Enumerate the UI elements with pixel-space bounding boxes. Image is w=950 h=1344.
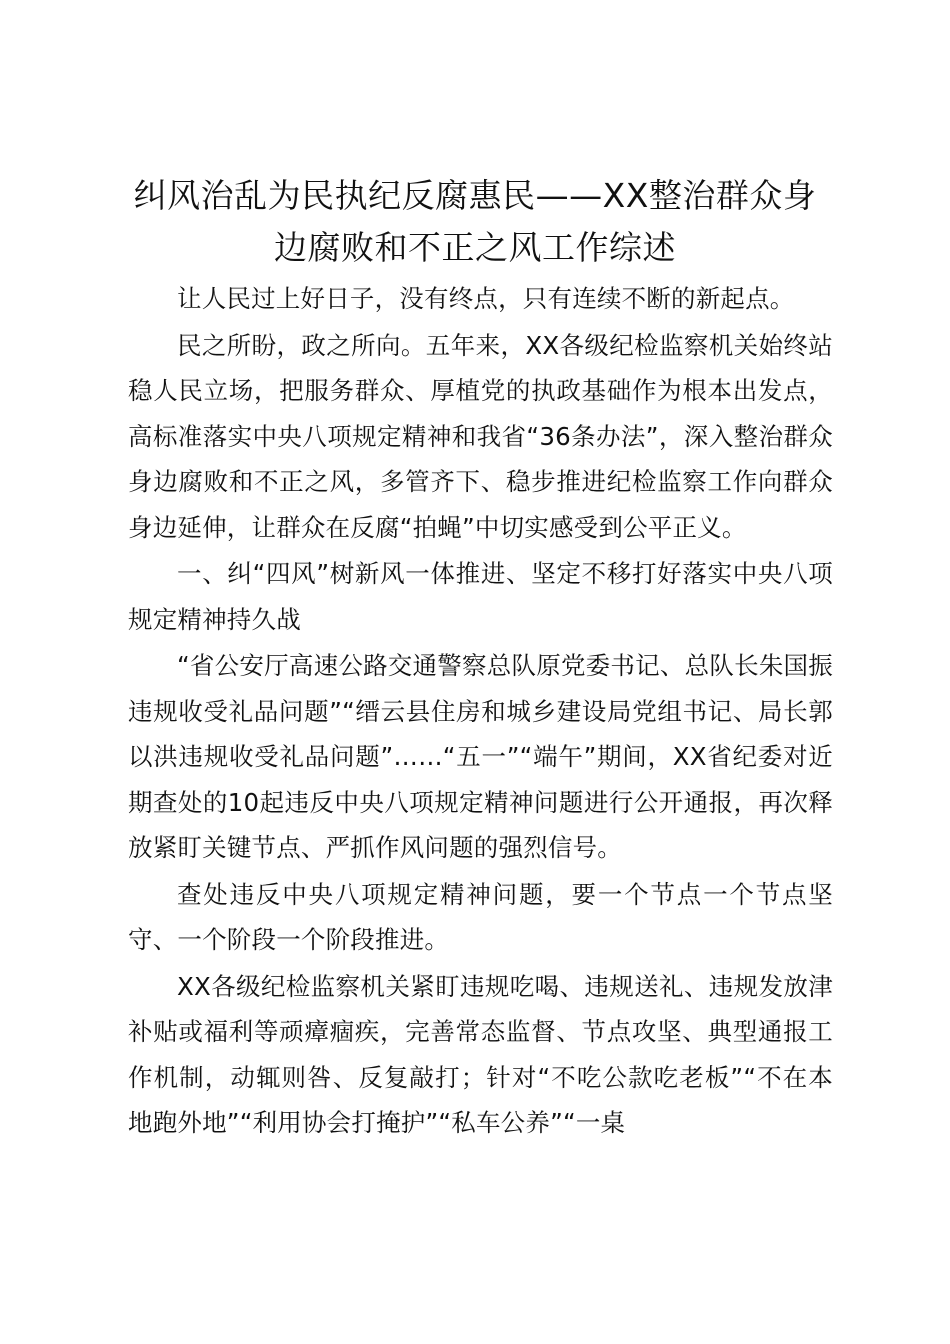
paragraph-intro: 让人民过上好日子，没有终点，只有连续不断的新起点。 xyxy=(177,284,795,313)
paragraph-measures: XX各级纪检监察机关紧盯违规吃喝、违规送礼、违规发放津补贴或福利等顽瘴痼疾，完善常态监督、节点攻坚、典型通报工作机制，动辄则咎、反复敲打；针对“不吃公款吃老板”“不在本地跑外地”“利用协会打掩护”“私车公养”“一桌 xyxy=(128,971,833,1137)
document-title: 纠风治乱为民执纪反腐惠民——XX整治群众身边腐败和不正之风工作综述 xyxy=(133,176,817,267)
paragraph-principle: 查处违反中央八项规定精神问题，要一个节点一个节点坚守、一个阶段一个阶段推进。 xyxy=(128,879,833,954)
paragraph-overview: 民之所盼，政之所向。五年来，XX各级纪检监察机关始终站稳人民立场，把服务群众、厚植党的执政基础作为根本出发点，高标准落实中央八项规定精神和我省“36条办法”，深入整治群众身边腐败和不正之风，多管齐下、稳步推进纪检监察工作向群众身边延伸，让群众在反腐“拍蝇”中切实感受到公平正义。 xyxy=(128,330,833,542)
document-body xyxy=(128,276,833,1147)
paragraph-case-report: “省公安厅高速公路交通警察总队原党委书记、总队长朱国振违规收受礼品问题”“缙云县住房和城乡建设局党组书记、局长郭以洪违规收受礼品问题”……“五一”“端午”期间，XX省纪委对近期查处的10起违反中央八项规定精神问题进行公开通报，再次释放紧盯关键节点、严抓作风问题的强烈信号。 xyxy=(128,651,833,862)
section-heading-1: 一、纠“四风”树新风一体推进、坚定不移打好落实中央八项规定精神持久战 xyxy=(128,559,833,634)
